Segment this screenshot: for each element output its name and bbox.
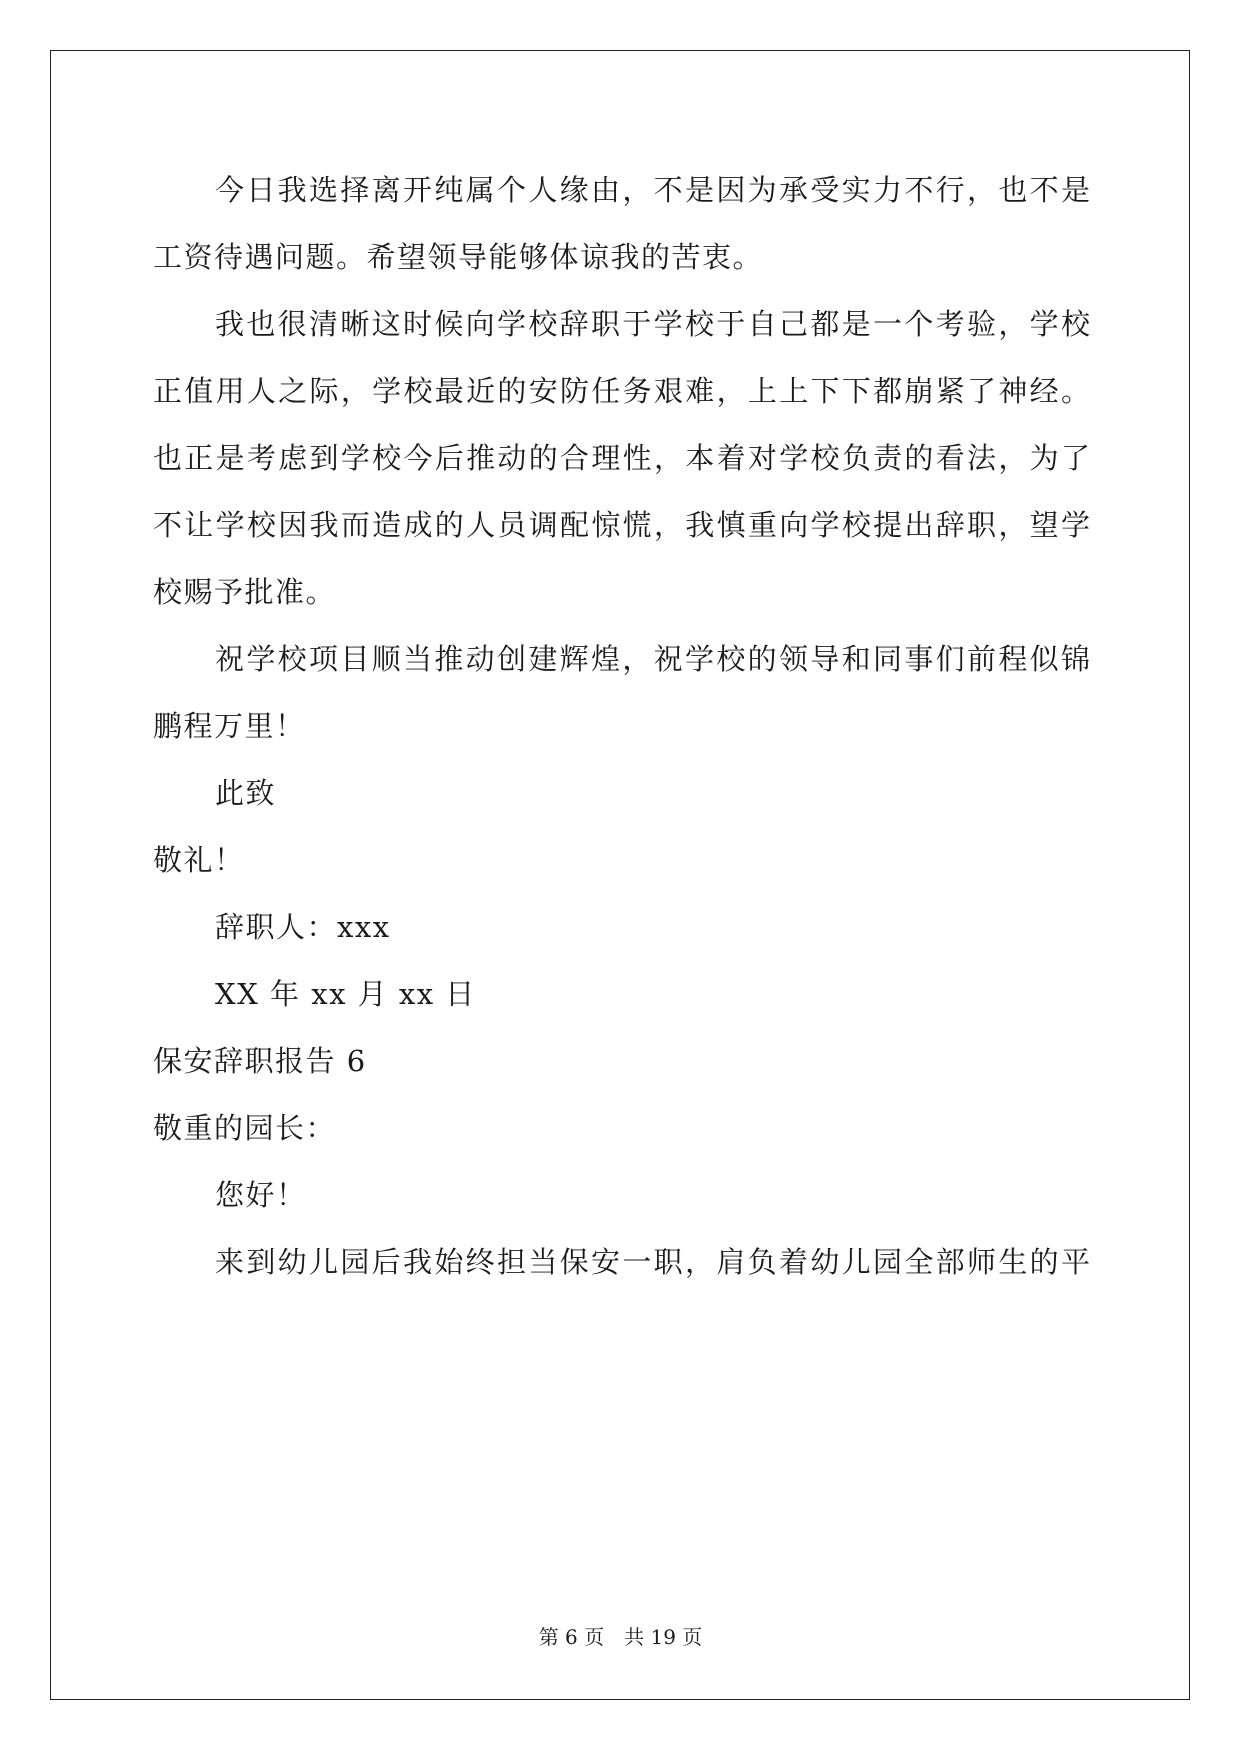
greeting: 您好！	[215, 1178, 307, 1212]
paragraph-line: 不让学校因我而造成的人员调配惊慌，我慎重向学校提出辞职，望学	[153, 508, 1090, 542]
section-title: 保安辞职报告 6	[153, 1044, 367, 1078]
greeting-recipient: 敬重的园长：	[153, 1111, 337, 1145]
paragraph-line: 也正是考虑到学校今后推动的合理性，本着对学校负责的看法，为了	[153, 441, 1090, 475]
closing-phrase: 此致	[215, 776, 277, 810]
paragraph-line: 鹏程万里！	[153, 709, 306, 743]
page-footer	[0, 1625, 1241, 1649]
paragraph-line: 来到幼儿园后我始终担当保安一职，肩负着幼儿园全部师生的平	[215, 1245, 1090, 1279]
signature-date: XX 年 xx 月 xx 日	[215, 977, 476, 1011]
page-total: 共 19 页	[624, 1625, 703, 1649]
paragraph-line: 工资待遇问题。希望领导能够体谅我的苦衷。	[153, 240, 764, 274]
salutation-closing: 敬礼！	[153, 843, 245, 877]
paragraph-line: 校赐予批准。	[153, 575, 337, 609]
paragraph-line: 我也很清晰这时候向学校辞职于学校于自己都是一个考验，学校	[215, 307, 1090, 341]
paragraph-line: 今日我选择离开纯属个人缘由，不是因为承受实力不行，也不是	[215, 173, 1090, 207]
paragraph-line: 祝学校项目顺当推动创建辉煌，祝学校的领导和同事们前程似锦	[215, 642, 1090, 676]
paragraph-line: 正值用人之际，学校最近的安防任务艰难，上上下下都崩紧了神经。	[153, 374, 1090, 408]
page-number: 第 6 页	[538, 1625, 605, 1649]
signature-name: 辞职人：xxx	[215, 910, 391, 944]
